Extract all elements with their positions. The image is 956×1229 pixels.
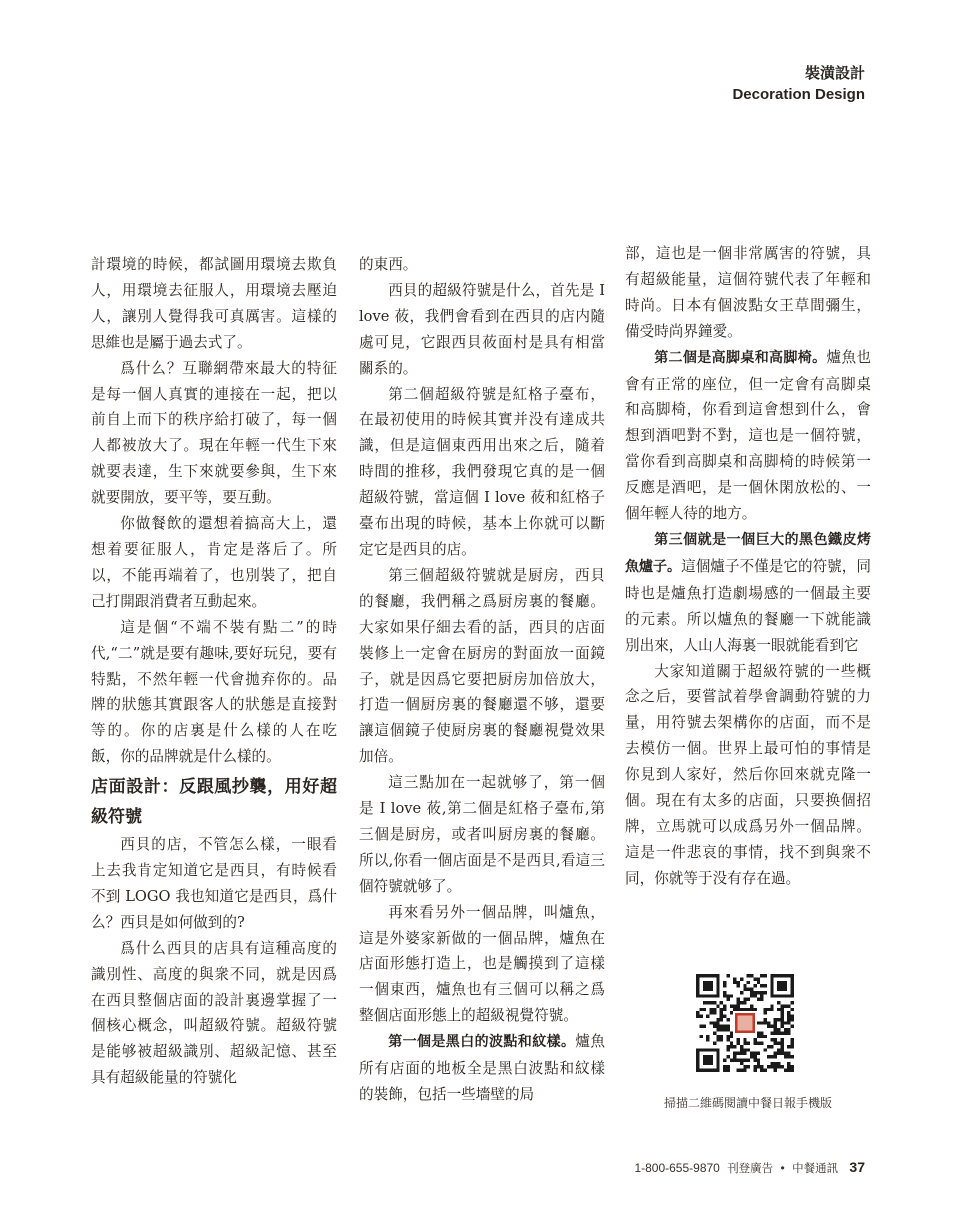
paragraph-text: 爐魚也會有正常的座位，但一定會有高脚桌和高脚椅，你看到這會想到什么，會想到酒吧對不對，這也是一個符號，當你看到高脚桌和高脚椅的時候第一反應是酒吧，是一個休閑放松的、一個年輕人待的地方。 <box>625 348 871 523</box>
paragraph: 部，這也是一個非常厲害的符號，具有超級能量，這個符號代表了年輕和時尚。日本有個波點女王草間彌生，備受時尚界鐘愛。 <box>625 245 871 340</box>
paragraph <box>625 527 871 659</box>
paragraph: 第三個超級符號就是厨房，西貝的餐廳，我們稱之爲厨房裏的餐廳。大家如果仔細去看的話，西貝的店面裝修上一定會在厨房的對面放一面鏡子，就是因爲它要把厨房加倍放大，打造一個厨房裏的餐廳還不够，還要讓這個鏡子使厨房裏的餐廳視覺效果加倍。 <box>359 566 605 766</box>
article-column-3 <box>625 241 871 892</box>
phone-number: 1-800-655-9870 <box>634 1161 720 1175</box>
paragraph: 這三點加在一起就够了，第一個是 I love 莜,第二個是紅格子臺布,第三個是厨房，或者叫厨房裏的餐廳。所以,你看一個店面是不是西貝,看這三個符號就够了。 <box>359 774 605 895</box>
paragraph: 再來看另外一個品牌，叫爐魚，這是外婆家新做的一個品牌，爐魚在店面形態打造上，也是觸摸到了這樣一個東西，爐魚也有三個可以稱之爲整個店面形態上的超級視覺符號。 <box>359 903 605 1025</box>
bold-lead: 第二個是高脚桌和高脚椅。 <box>654 349 827 366</box>
qr-caption: 掃描二維碼閱讀中餐日報手機版 <box>663 1096 832 1110</box>
section-heading: 店面設計：反跟風抄襲，用好超級符號 <box>91 777 337 828</box>
page-footer <box>634 1159 865 1176</box>
paragraph: 第二個超級符號是紅格子臺布，在最初使用的時候其實并没有達成共識，但是這個東西用出來之后，隨着時間的推移，我們發現它真的是一個超級符號，當這個 I love 莜和紅格子臺布出現的時候，基本上你就可以斷定它是西貝的店。 <box>359 385 605 558</box>
bold-lead: 第一個是黑白的波點和紋樣。 <box>388 1034 576 1051</box>
paragraph-text: 這個爐子不僅是它的符號，同時也是爐魚打造劇場感的一個最主要的元素。所以爐魚的餐廳一下就能識別出來，人山人海裏一眼就能看到它 <box>625 557 871 654</box>
paragraph: 這是個“不端不裝有點二”的時代,“二”就是要有趣味,要好玩兒，要有特點，不然年輕一代會拋弃你的。品牌的狀態其實跟客人的狀態是直接對等的。你的店裏是什么樣的人在吃飯，你的品牌就是什么樣的。 <box>91 618 337 766</box>
footer-separator: • <box>780 1161 785 1175</box>
footer-ad-label: 刊登廣告 <box>727 1161 774 1175</box>
article-column-1 <box>91 252 337 1091</box>
paragraph <box>359 1029 605 1108</box>
section-title-en: Decoration Design <box>732 86 865 103</box>
section-title-zh: 裝潢設計 <box>804 64 865 82</box>
paragraph: 的東西。 <box>359 256 418 273</box>
paragraph <box>625 345 871 527</box>
article-column-2 <box>359 252 605 1108</box>
paragraph: 爲什么西貝的店具有這種高度的識別性、高度的與衆不同，就是因爲在西貝整個店面的設計裏邊掌握了一個核心概念，叫超級符號。超級符號是能够被超級識別、超級記憶、甚至具有超級能量的符號化 <box>91 939 337 1087</box>
footer-publication: 中餐通訊 <box>792 1161 839 1175</box>
paragraph: 西貝的店，不管怎么樣，一眼看上去我肯定知道它是西貝，有時候看不到 LOGO 我也知道它是西貝，爲什么？西貝是如何做到的? <box>91 836 337 931</box>
paragraph: 你做餐飲的還想着搞高大上，還想着要征服人，肯定是落后了。所以，不能再端着了，也別裝了，把自己打開跟消費者互動起來。 <box>91 515 337 610</box>
paragraph-text: 爐魚所有店面的地板全是黑白波點和紋樣的裝飾，包括一些墻壁的局 <box>359 1033 605 1103</box>
page-number: 37 <box>849 1159 865 1175</box>
paragraph: 大家知道關于超級符號的一些概念之后，要嘗試着學會調動符號的力量，用符號去架構你的店面，而不是去模仿一個。世界上最可怕的事情是你見到人家好，然后你回來就克隆一個。現在有太多的店面，只要换個招牌，立馬就可以成爲另外一個品牌。這是一件悲哀的事情，找不到與衆不同，你就等于没有存在過。 <box>625 662 871 887</box>
paragraph: 爲什么？互聯網帶來最大的特征是每一個人真實的連接在一起，把以前自上而下的秩序給打破了，每一個人都被放大了。現在年輕一代生下來就要表達，生下來就要參與，生下來就要開放，要平等，要互動。 <box>91 359 337 507</box>
paragraph: 西貝的超級符號是什么，首先是 I love 莜，我們會看到在西貝的店内隨處可見，它跟西貝莜面村是具有相當關系的。 <box>359 281 605 377</box>
section-header <box>732 62 865 106</box>
bold-lead: 第三個就是一個巨大的黑色鐵皮烤魚爐子。 <box>625 531 871 575</box>
paragraph: 計環境的時候，都試圖用環境去欺負人，用環境去征服人，用環境去壓迫人，讓別人覺得我可真厲害。這樣的思維也是屬于過去式了。 <box>91 256 337 351</box>
qr-code-icon[interactable] <box>696 974 794 1072</box>
